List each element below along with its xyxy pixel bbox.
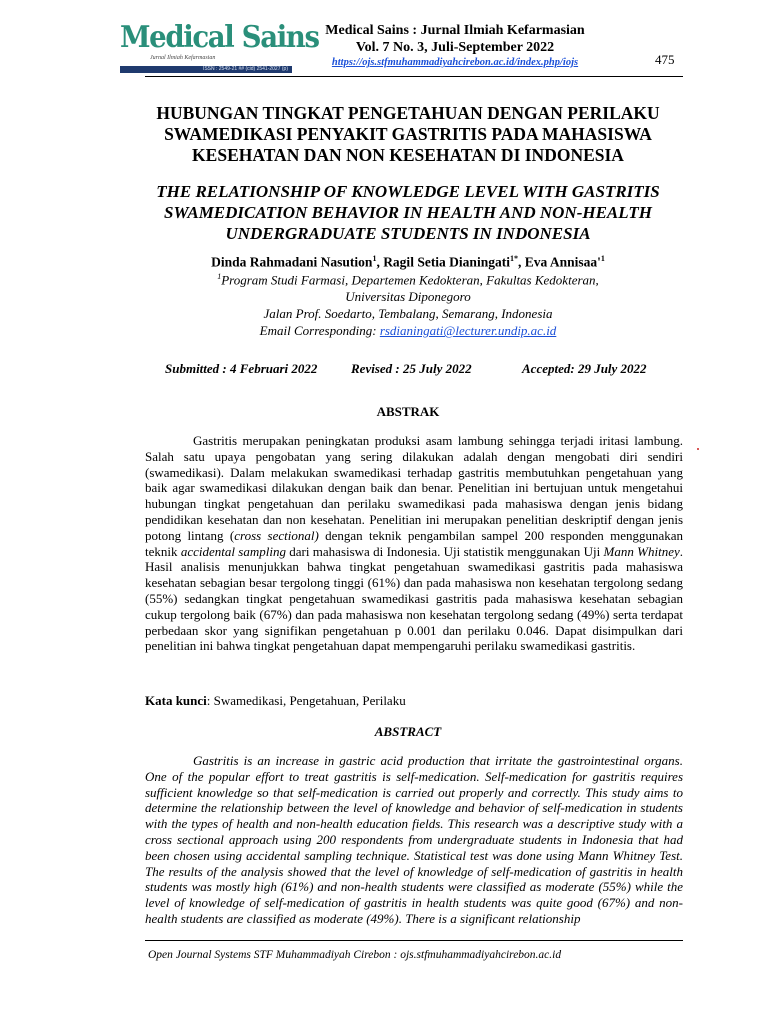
- abstrak-text-3: dari mahasiswa di Indonesia. Uji statistik menggunakan Uji: [285, 543, 604, 559]
- keywords: [145, 693, 406, 709]
- abstrak-italic-1: cross sectional): [234, 527, 319, 543]
- affiliation-line-1: Program Studi Farmasi, Departemen Kedokteran, Fakultas Kedokteran,: [221, 272, 599, 288]
- author-2-sup: 1*: [509, 254, 518, 263]
- page-number: 475: [655, 52, 675, 67]
- revised-date: Revised : 25 July 2022: [351, 361, 472, 376]
- header-divider: [145, 76, 683, 77]
- author-1: Dinda Rahmadani Nasution: [211, 254, 373, 270]
- author-3-sup: 1: [600, 254, 605, 263]
- email-label: Email Corresponding:: [259, 323, 380, 339]
- keywords-label: Kata kunci: [145, 693, 207, 708]
- affiliation-line-2: Universitas Diponegoro: [345, 289, 471, 305]
- footer-text: Open Journal Systems STF Muhammadiyah Cirebon : ojs.stfmuhammadiyahcirebon.ac.id: [148, 949, 562, 961]
- affiliation-sup: 1: [217, 272, 222, 281]
- abstrak-heading: ABSTRAK: [376, 404, 440, 419]
- abstract-heading: ABSTRACT: [374, 724, 442, 739]
- author-3: Eva Annisaa': [524, 254, 601, 270]
- logo-text: Medical Sains: [120, 20, 319, 55]
- title-english: THE RELATIONSHIP OF KNOWLEDGE LEVEL WITH GASTRITIS SWAMEDICATION BEHAVIOR IN HEALTH AND NON-HEALTH UNDERGRADUATE STUDENTS IN INDONESIA: [156, 182, 660, 243]
- abstrak-text-1: Gastritis merupakan peningkatan produksi asam lambung sehingga terjadi iritasi lambung. Salah satu upaya pengobatan yang sering dilakukan adalah dengan mengobati diri sendiri (swamedikasi). Dalam melakukan swamedikasi terhadap gastritis membutuhkan pengetahuan yang baik agar swamedikasi dilakukan dengan baik dan benar. Penelitian ini bertujuan untuk mengetahui hubungan tingkat pengetahuan dan perilaku swamedikasi pada mahasiswa dengan jenis bidang pendidikan kesehatan dan non kesehatan. Penelitian ini merupakan penelitian deskriptif dengan jenis potong lintang (: [145, 433, 683, 543]
- stray-mark: [697, 448, 699, 450]
- journal-url-link[interactable]: https://ojs.stfmuhammadiyahcirebon.ac.id/index.php/iojs: [331, 57, 579, 68]
- title-indonesian: HUBUNGAN TINGKAT PENGETAHUAN DENGAN PERILAKU SWAMEDIKASI PENYAKIT GASTRITIS PADA MAHASISWA KESEHATAN DAN NON KESEHATAN DI INDONESIA: [156, 103, 660, 165]
- affiliation: [110, 268, 706, 339]
- logo-issn-bar: ISSN : 2549-21 ## (cid) 2541-2027 (p): [120, 66, 292, 73]
- footer-divider: [145, 940, 683, 941]
- journal-logo: [120, 20, 319, 72]
- abstract-body: Gastritis is an increase in gastric acid production that irritate the gastrointestinal organs. One of the popular effort to treat gastritis is self-medication. Self-medication for gastritis requires sufficient knowledge so that self-medication is carried out properly and correctly. This study aims to determine the relationship between the level of knowledge and behavior of self-medication in students with the types of health and non-health education fields. This research was a descriptive study with a cross sectional approach using 200 respondents from undergraduate students in Indonesia that had been chosen using accidental sampling technique. Statistical test was done using Mann Whitney Test. The results of the analysis showed that the level of knowledge of self-medication of gastritis in health students was mostly high (61%) and non-health students were classified as moderate (55%) while the level of knowledge of self-medication of gastritis in health students was quite good (67%) and non-health students are classified as moderate (49%). There is a significant relationship: [145, 753, 683, 926]
- journal-volume: Vol. 7 No. 3, Juli-September 2022: [355, 40, 555, 55]
- accepted-date: Accepted: 29 July 2022: [522, 361, 647, 376]
- submitted-date: Submitted : 4 Februari 2022: [165, 361, 318, 376]
- abstrak-italic-2: accidental sampling: [180, 543, 286, 559]
- affiliation-line-3: Jalan Prof. Soedarto, Tembalang, Semarang, Indonesia: [263, 306, 553, 322]
- journal-header: [300, 22, 610, 70]
- abstrak-body: [145, 433, 683, 654]
- journal-name: Medical Sains : Jurnal Ilmiah Kefarmasian: [325, 23, 585, 38]
- author-list: Dinda Rahmadani Nasution$^1$, Ragil Setia Dianingati$^{1*}$, Eva $Annisaa'^1$: [211, 254, 605, 270]
- abstrak-italic-3: Mann Whitney: [603, 543, 680, 559]
- keywords-text: : Swamedikasi, Pengetahuan, Perilaku: [206, 693, 406, 708]
- author-1-sup: 1: [372, 254, 377, 263]
- logo-subtitle: Jurnal Ilmiah Kefarmasian: [150, 55, 216, 61]
- abstrak-text-2: dengan teknik pengambilan sampel 200 responden menggunakan teknik: [145, 527, 684, 559]
- abstrak-text-4: . Hasil analisis menunjukkan bahwa tingkat pengetahuan swamedikasi gastritis pada mahasiswa kesehatan sebagian besar tergolong tinggi (61%) dan pada mahasiswa non kesehatan tergolong sedang (55%) sedangkan tingkat pengetahuan swamedikasi gastritis pada mahasiswa kesehatan sebagian cukup tergolong baik (67%) dan pada mahasiswa non kesehatan tergolong sedang (49%) serta terdapat perbedaan skor yang signifikan pengetahuan p 0.001 dan perilaku 0.046. Dapat disimpulkan dari penelitian ini bahwa tingkat pengetahuan dapat mempengaruhi perilaku swamedikasi gastritis.: [145, 543, 683, 654]
- author-2: Ragil Setia Dianingati: [383, 254, 510, 270]
- email-link[interactable]: rsdianingati@lecturer.undip.ac.id: [379, 323, 557, 339]
